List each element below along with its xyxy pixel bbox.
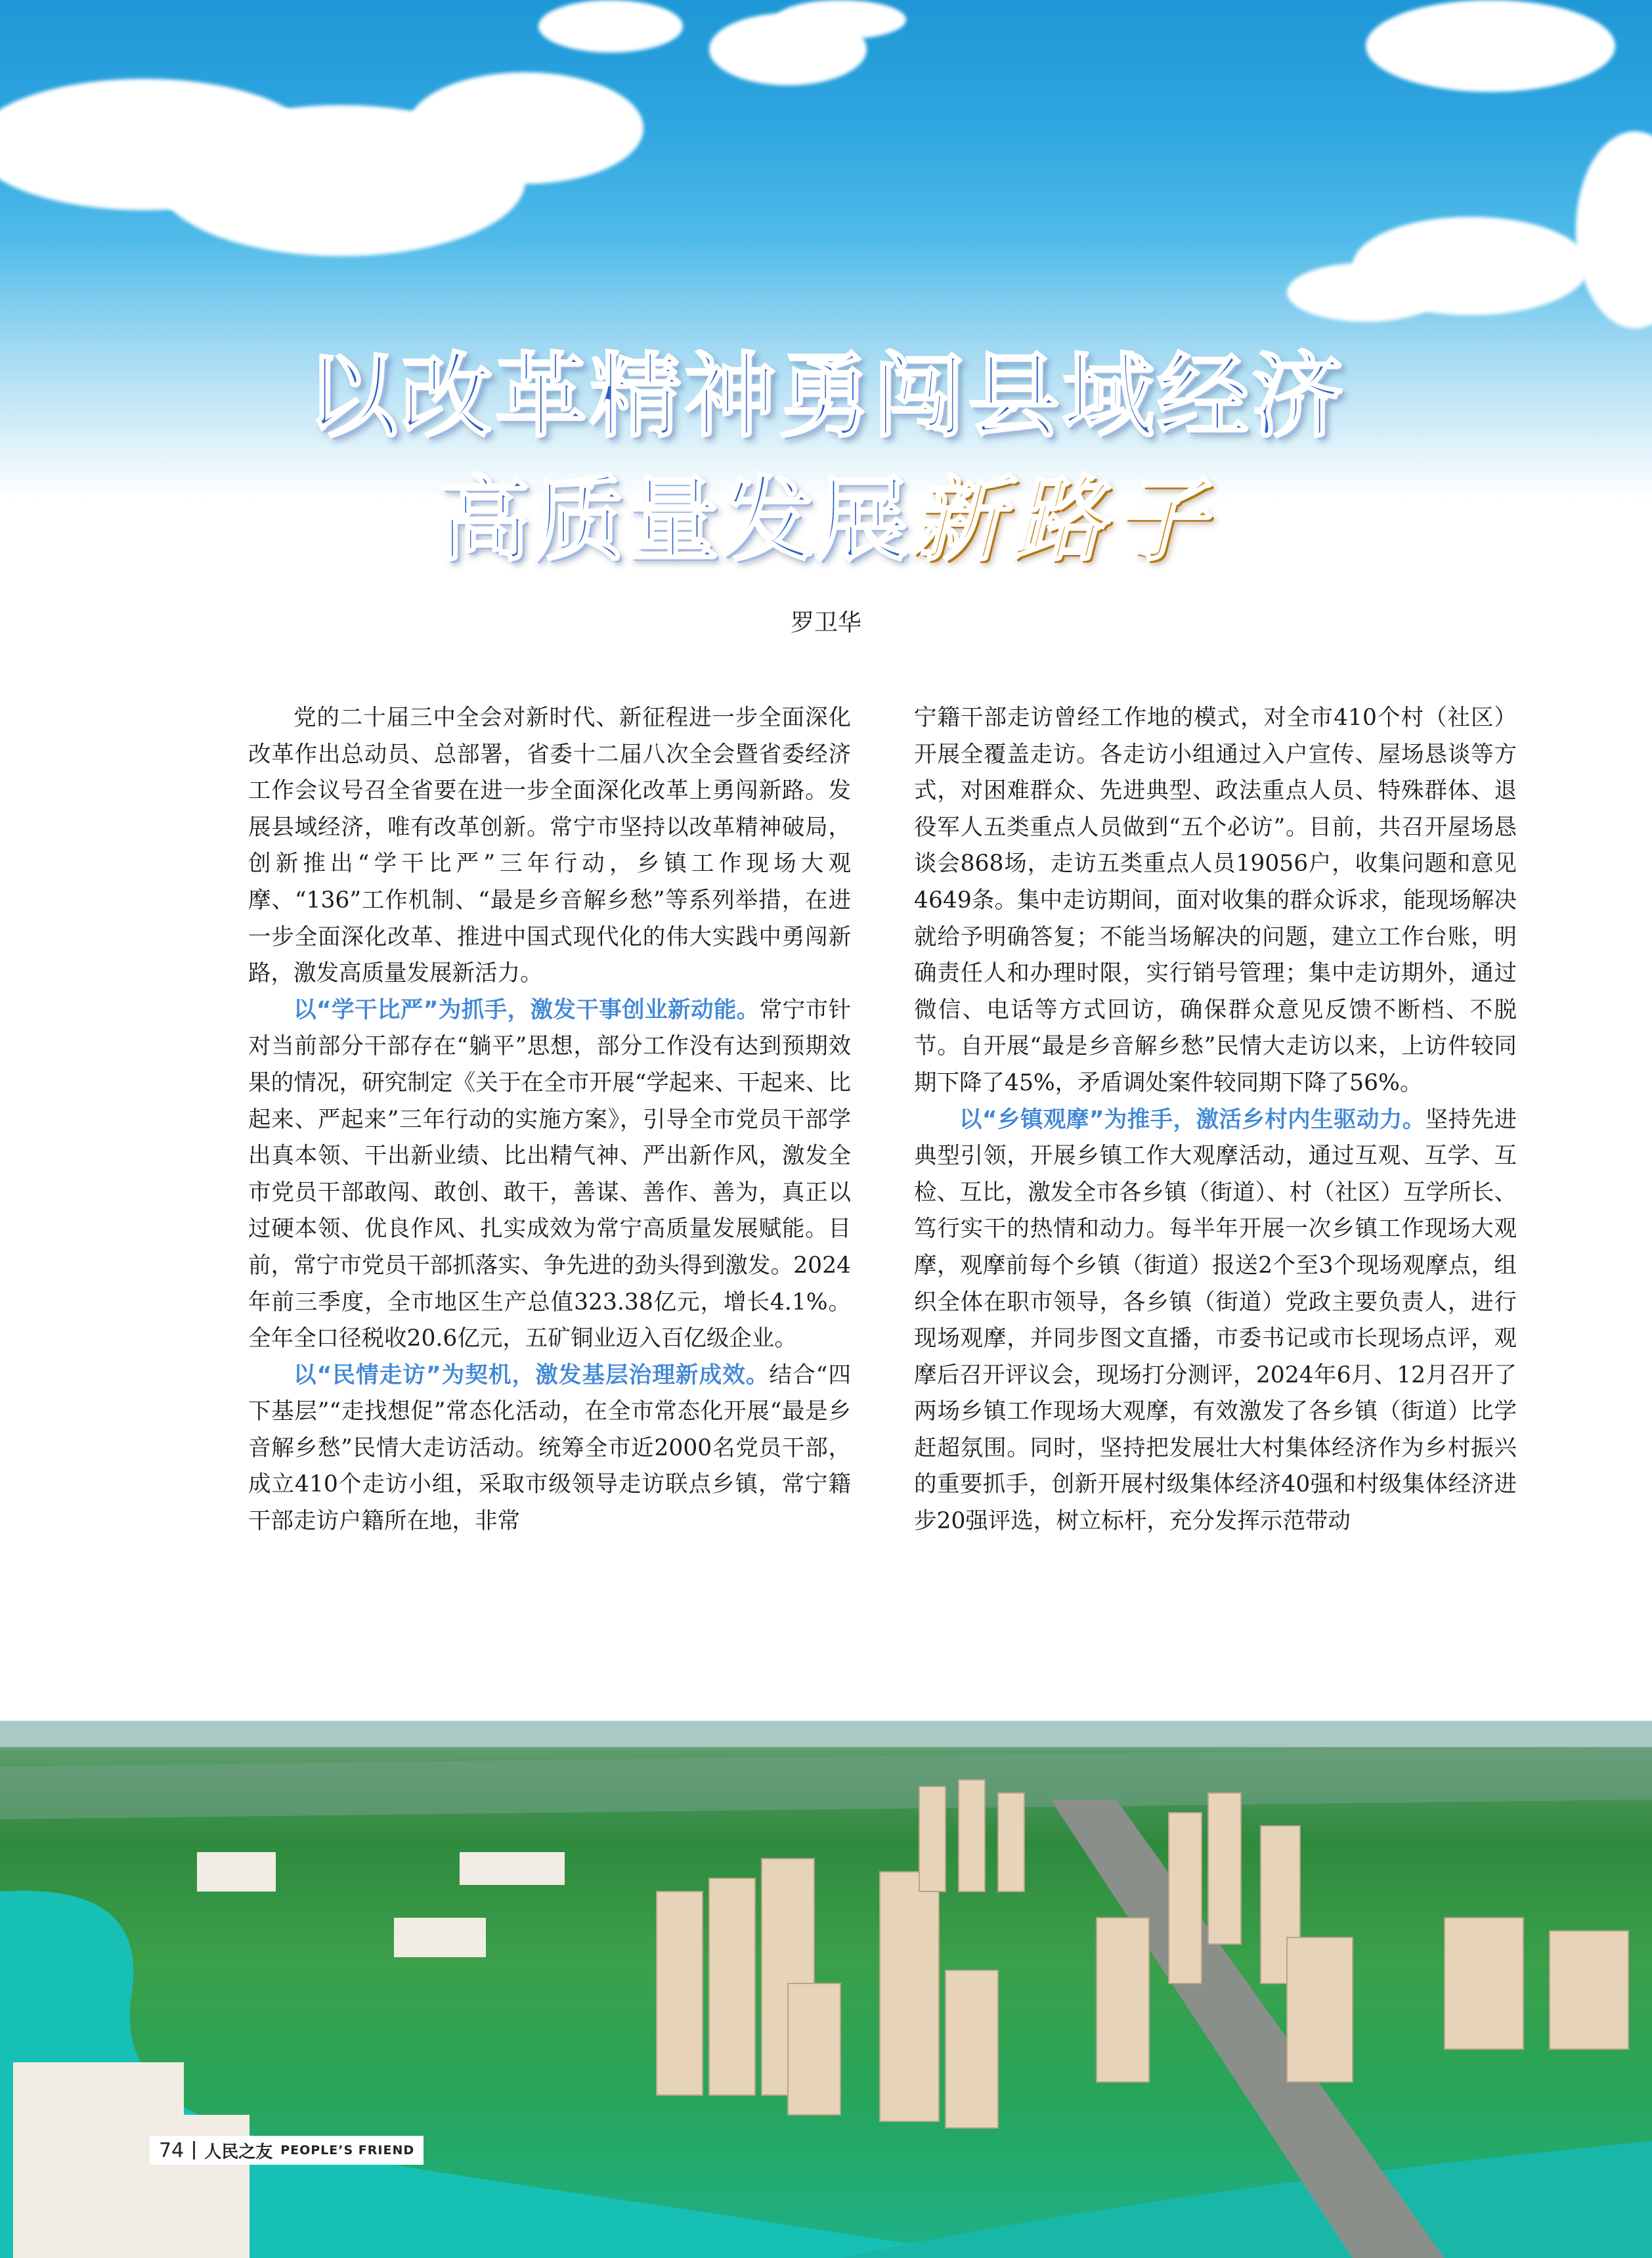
magazine-name-cn: 人民之友	[204, 2142, 273, 2162]
cloud-image	[1366, 0, 1615, 92]
cloud-image	[538, 0, 683, 53]
high-rise-buildings	[657, 1780, 1628, 2128]
paragraph-text: 党的二十届三中全会对新时代、新征程进一步全面深化改革作出总动员、总部署，省委十二届八次全会暨省委经济工作会议号召全省要在进一步全面深化改革上勇闯新路。发展县域经济，唯有改革创新。常宁市坚持以改革精神破局，创新推出“学干比严”三年行动，乡镇工作现场大观摩、“136”工作机制、“最是乡音解乡愁”等系列举措，在进一步全面深化改革、推进中国式现代化的伟大实践中勇闯新路，激发高质量发展新活力。	[248, 705, 851, 987]
paragraph-text: 常宁市针对当前部分干部存在“躺平”思想，部分工作没有达到预期效果的情况，研究制定《关于在全市开展“学起来、干起来、比起来、严起来”三年行动的实施方案》，引导全市党员干部学出真本领、干出新业绩、比出精气神、严出新作风，激发全市党员干部敢闯、敢创、敢干，善谋、善作、善为，真正以过硬本领、优良作风、扎实成效为常宁高质量发展赋能。目前，常宁市党员干部抓落实、争先进的劲头得到激发。2024年前三季度，全市地区生产总值323.38亿元，增长4.1%。全年全口径税收20.6亿元，五矿铜业迈入百亿级企业。	[248, 996, 852, 1352]
cloud-image	[1576, 131, 1652, 328]
magazine-name-en: PEOPLE’S FRIEND	[280, 2143, 415, 2158]
section-heading: 以“学干比严”为抓手，激发干事创业新动能。	[293, 996, 760, 1023]
paragraph-continued	[914, 700, 1517, 1102]
horizon-haze	[0, 1721, 1652, 1747]
paragraph	[248, 992, 851, 1358]
paragraph-text: 结合“四下基层”“走找想促”常态化活动，在全市常态化开展“最是乡音解乡愁”民情大走访活动。统筹全市近2000名党员干部，成立410个走访小组，采取市级领导走访联点乡镇，常宁籍干部走访户籍所在地，非常	[248, 1361, 851, 1535]
author-byline: 罗卫华	[790, 609, 861, 636]
section-heading: 以“乡镇观摩”为推手，激活乡村内生驱动力。	[959, 1106, 1425, 1133]
article-column-left	[248, 700, 851, 1540]
paragraph	[248, 700, 851, 992]
article-column-right	[914, 700, 1517, 1540]
cloud-image	[1287, 263, 1445, 322]
city-aerial-photo	[0, 1721, 1652, 2258]
page-folio	[150, 2136, 424, 2165]
cloud-image	[775, 0, 906, 39]
title-line2-main: 高质量发展	[437, 467, 911, 574]
paragraph-text: 坚持先进典型引领，开展乡镇工作大观摩活动，通过互观、互学、互检、互比，激发全市各乡镇（街道）、村（社区）互学所长、笃行实干的热情和动力。每半年开展一次乡镇工作现场大观摩，观摩前每个乡镇（街道）报送2个至3个现场观摩点，组织全体在职市领导，各乡镇（街道）党政主要负责人，进行现场观摩，并同步图文直播，市委书记或市长现场点评，观摩后召开评议会，现场打分测评，2024年6月、12月召开了两场乡镇工作现场大观摩，有效激发了各乡镇（街道）比学赶超氛围。同时，坚持把发展壮大村集体经济作为乡村振兴的重要抓手，创新开展村级集体经济40强和村级集体经济进步20强评选，树立标杆，充分发挥示范带动	[914, 1106, 1517, 1535]
distant-hills	[0, 1747, 1652, 1819]
page-number: 74	[159, 2138, 185, 2162]
folio-divider	[193, 2141, 195, 2159]
article-title-line1: 以改革精神勇闯县域经济	[305, 343, 1346, 451]
cloud-image	[407, 72, 643, 184]
river-right	[840, 2141, 1652, 2258]
paragraph-text: 宁籍干部走访曾经工作地的模式，对全市410个村（社区）开展全覆盖走访。各走访小组通过入户宣传、屋场恳谈等方式，对困难群众、先进典型、政法重点人员、特殊群体、退役军人五类重点人员做到“五个必访”。目前，共召开屋场恳谈会868场，走访五类重点人员19056户，收集问题和意见4649条。集中走访期间，面对收集的群众诉求，能现场解决就给予明确答复；不能当场解决的问题，建立工作台账，明确责任人和办理时限，实行销号管理；集中走访期外，通过微信、电话等方式回访，确保群众意见反馈不断档、不脱节。自开展“最是乡音解乡愁”民情大走访以来，上访件较同期下降了45%，矛盾调处案件较同期下降了56%。	[914, 705, 1517, 1096]
section-heading: 以“民情走访”为契机，激发基层治理新成效。	[293, 1361, 770, 1388]
paragraph	[248, 1358, 851, 1540]
paragraph	[914, 1102, 1517, 1540]
city-aerial-illustration	[0, 1721, 1652, 2258]
article-title-line2	[0, 447, 1652, 579]
title-line2-accent: 新路子	[911, 466, 1215, 574]
